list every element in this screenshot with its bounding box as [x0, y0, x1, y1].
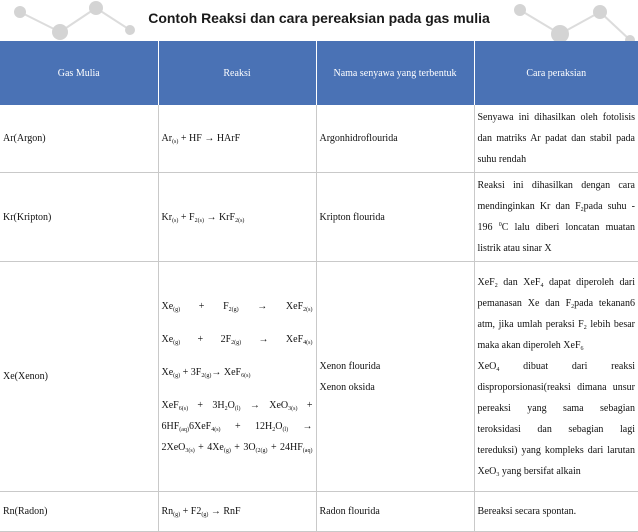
reaction-cell [158, 262, 316, 492]
reaction-line: $Xe_{(g)} + F_{2(g)} \to XeF_{2(s)}$ [161, 300, 313, 313]
compound-cell: Radon flourida [316, 492, 474, 532]
gas-cell: Xe(Xenon) [0, 262, 158, 492]
reaction-cell: $Ar_{(s)}$ + HF → HArF [158, 105, 316, 173]
header-gas: Gas Mulia [0, 41, 158, 105]
header-reaction: Reaksi [158, 41, 316, 105]
page-title: Contoh Reaksi dan cara pereaksian pada gas mulia [148, 10, 490, 26]
header-method: Cara peraksian [474, 41, 638, 105]
table-row [0, 173, 638, 262]
method-cell: Senyawa ini dihasilkan oleh fotolisis dan matriks Ar padat dan stabil pada suhu rendah [474, 105, 638, 173]
gas-cell: Kr(Kripton) [0, 173, 158, 262]
method-cell: Reaksi ini dihasilkan dengan cara mendinginkan Kr dan $F_2pada$ suhu - 196 $^0$C lalu diberi loncatan muatan listrik atau sinar X [474, 173, 638, 262]
table-row [0, 105, 638, 173]
gas-cell: Rn(Radon) [0, 492, 158, 532]
compound-cell [316, 262, 474, 492]
table-row [0, 262, 638, 492]
compound-cell: Argonhidroflourida [316, 105, 474, 173]
reaction-cell: $Rn_{(g)} + F2_{(g)}$ → RnF [158, 492, 316, 532]
compound-name: Xenon oksida [319, 381, 375, 393]
method-cell: XeF$_2$ dan XeF$_4$ dapat diperoleh dari pemanasan Xe dan $F_2pada$ tekanan6 atm, jika umlah peraksi $F_2$ lebih besar maka akan diperoleh XeF$_6$ XeO$_4$ dibuat dari reaksi disproporsionasi(reaksi dimana unsur pereaksi yang sama sebagian teroksidasi dan sebagian lagi tereduksi) yang kompleks dari larutan XeO$_3$ yang bersifat alkain [474, 262, 638, 492]
reaction-table [0, 41, 638, 532]
header-compound: Nama senyawa yang terbentuk [316, 41, 474, 105]
method-cell: Bereaksi secara spontan. [474, 492, 638, 532]
compound-cell: Kripton flourida [316, 173, 474, 262]
reaction-cell: $Kr_{(s)} + F_{2(s)} \to KrF_{2(s)}$ [158, 173, 316, 262]
reaction-line: $Xe_{(g)} + 2F_{2(g)} \to XeF_{4(s)}$ [161, 333, 313, 346]
table-header-row [0, 41, 638, 105]
gas-cell: Ar(Argon) [0, 105, 158, 173]
table-row [0, 492, 638, 532]
compound-name: Xenon flourida [319, 360, 381, 372]
reaction-line: $Xe_{(g)} + 3F_{2(g)}\to XeF_{6(s)}$ [161, 366, 251, 379]
reaction-line: $XeF_{6(s)} + 3H_2O_{(l)} \to XeO_{3(s)} + 6HF_{(aq)}6XeF_{4(s)} + 12H_2O_{(l)} \to 2XeO_{3(s)} + 4Xe_{(g)} + 3O_{(2(g)} + 24HF_{(aq)}$ [161, 399, 313, 454]
